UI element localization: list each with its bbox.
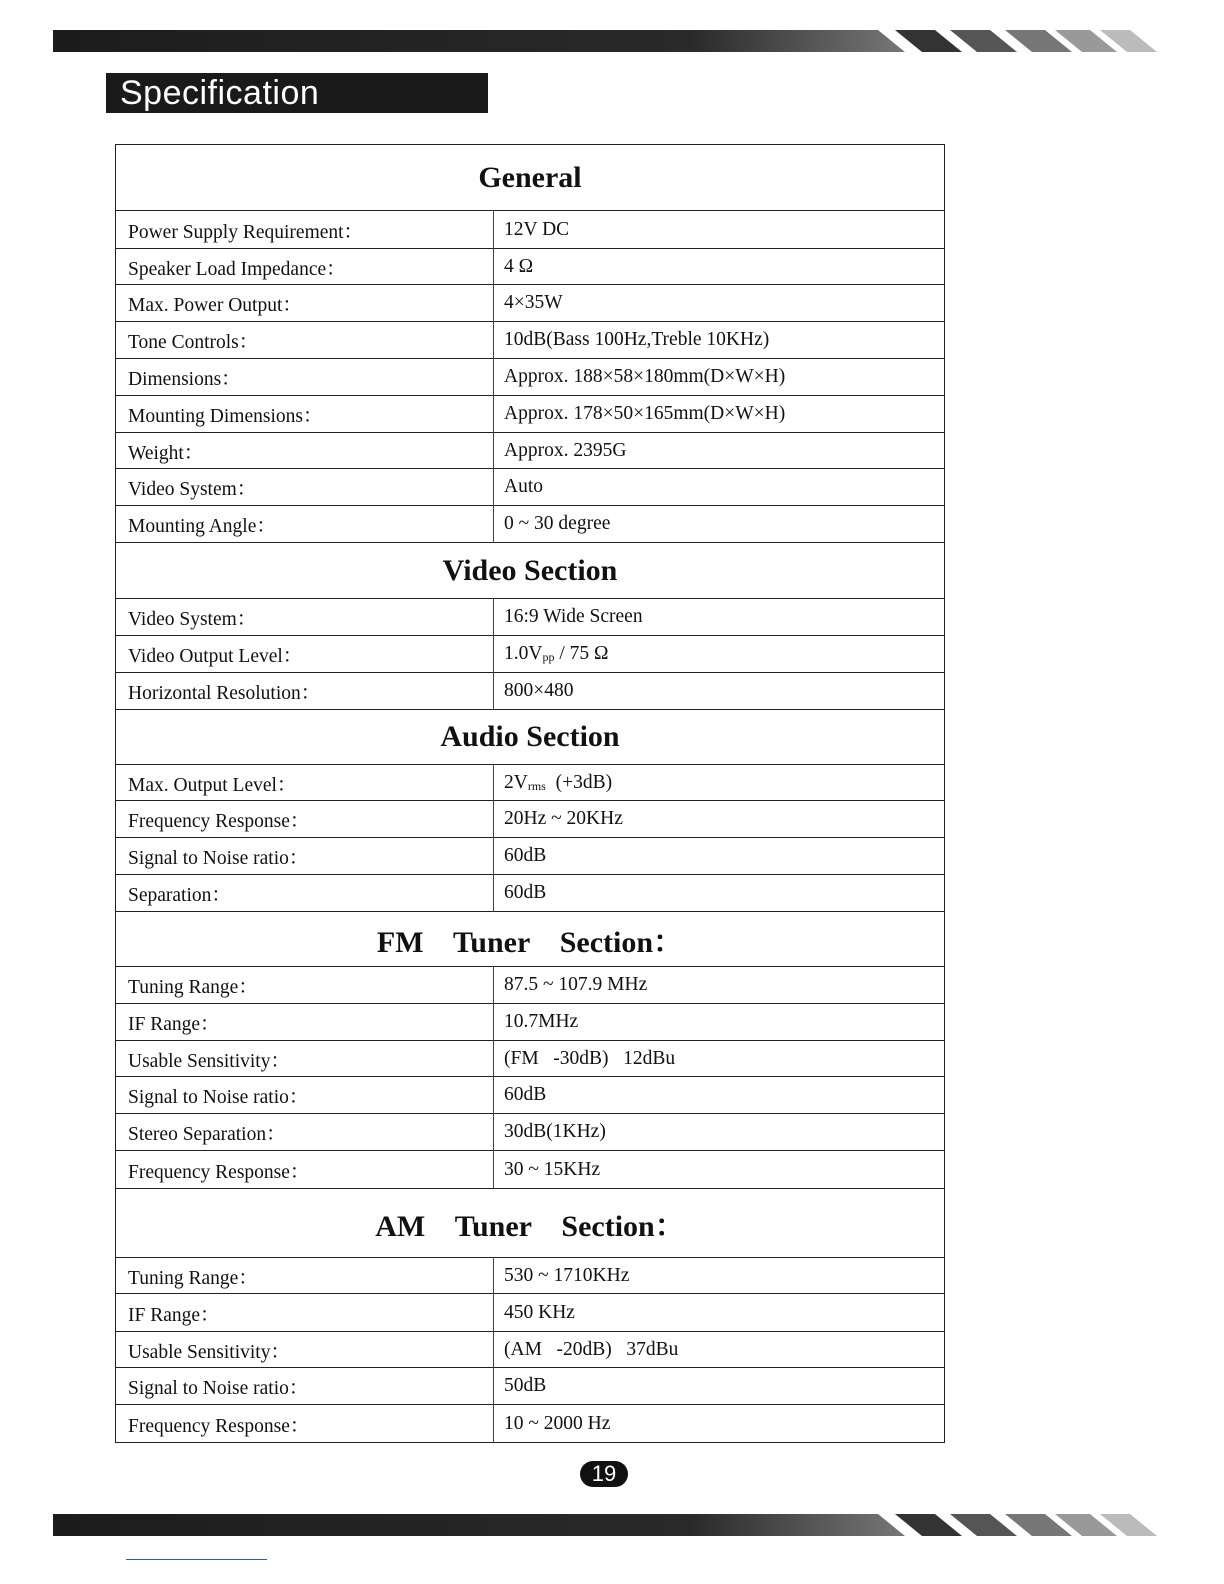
table-row <box>116 1258 945 1294</box>
spec-value <box>494 636 945 673</box>
spec-label: Frequency Response： <box>116 1405 494 1443</box>
spec-label: Dimensions： <box>116 359 494 396</box>
spec-value: 50dB <box>494 1368 945 1405</box>
section-header-audio <box>116 710 945 765</box>
value-suffix: (+3dB) <box>545 771 613 793</box>
table-row <box>116 765 945 801</box>
table-row <box>116 359 945 396</box>
spec-label: Speaker Load Impedance： <box>116 249 494 285</box>
spec-value: Approx. 178×50×165mm(D×W×H) <box>494 396 945 433</box>
spec-value: 0 ~ 30 degree <box>494 506 945 543</box>
spec-value: 12V DC <box>494 211 945 249</box>
table-row <box>116 673 945 710</box>
table-row <box>116 322 945 359</box>
spec-value: 87.5 ~ 107.9 MHz <box>494 967 945 1004</box>
section-title-bar <box>106 73 488 113</box>
spec-value: 450 KHz <box>494 1294 945 1332</box>
spec-label: Tuning Range： <box>116 967 494 1004</box>
section-header-video <box>116 543 945 599</box>
spec-value: (FM -30dB) 12dBu <box>494 1041 945 1077</box>
bottom-underline-decoration <box>126 1559 267 1560</box>
table-row <box>116 285 945 322</box>
spec-label: Signal to Noise ratio： <box>116 838 494 875</box>
table-row <box>116 838 945 875</box>
table-row <box>116 636 945 673</box>
section-title: Video Section <box>116 543 945 599</box>
table-row <box>116 1077 945 1114</box>
section-title: AM Tuner Section： <box>116 1189 945 1258</box>
spec-label: Separation： <box>116 875 494 912</box>
value-subscript: rms <box>527 778 546 793</box>
spec-value: 60dB <box>494 875 945 912</box>
table-row <box>116 396 945 433</box>
spec-label: Frequency Response： <box>116 801 494 838</box>
table-row <box>116 1294 945 1332</box>
table-row <box>116 875 945 912</box>
spec-value: 30 ~ 15KHz <box>494 1151 945 1189</box>
spec-value: 10 ~ 2000 Hz <box>494 1405 945 1443</box>
table-row <box>116 1405 945 1443</box>
section-title: Audio Section <box>116 710 945 765</box>
spec-value: Approx. 2395G <box>494 433 945 469</box>
table-row <box>116 967 945 1004</box>
spec-label: Horizontal Resolution： <box>116 673 494 710</box>
spec-label: Weight： <box>116 433 494 469</box>
table-row <box>116 1041 945 1077</box>
section-title: FM Tuner Section： <box>116 912 945 967</box>
spec-label: Stereo Separation： <box>116 1114 494 1151</box>
spec-label: Video Output Level： <box>116 636 494 673</box>
specification-table <box>115 144 945 1443</box>
spec-label: Tone Controls： <box>116 322 494 359</box>
table-row <box>116 1151 945 1189</box>
table-row <box>116 506 945 543</box>
spec-value: Approx. 188×58×180mm(D×W×H) <box>494 359 945 396</box>
spec-label: Video System： <box>116 469 494 506</box>
section-title: General <box>116 145 945 211</box>
spec-value <box>494 765 945 801</box>
spec-value: 800×480 <box>494 673 945 710</box>
table-row <box>116 1368 945 1405</box>
spec-value: 60dB <box>494 838 945 875</box>
table-row <box>116 1114 945 1151</box>
section-header-am-tuner <box>116 1189 945 1258</box>
spec-label: Signal to Noise ratio： <box>116 1077 494 1114</box>
table-row <box>116 599 945 636</box>
spec-label: Power Supply Requirement： <box>116 211 494 249</box>
value-main: 1.0V <box>504 643 543 664</box>
spec-value: (AM -20dB) 37dBu <box>494 1332 945 1368</box>
spec-value: 60dB <box>494 1077 945 1114</box>
spec-label: Usable Sensitivity： <box>116 1041 494 1077</box>
spec-value: 10.7MHz <box>494 1004 945 1041</box>
spec-label: Max. Output Level： <box>116 765 494 801</box>
spec-label: Video System： <box>116 599 494 636</box>
spec-value: Auto <box>494 469 945 506</box>
table-row <box>116 433 945 469</box>
spec-label: Usable Sensitivity： <box>116 1332 494 1368</box>
spec-label: IF Range： <box>116 1004 494 1041</box>
section-header-general <box>116 145 945 211</box>
spec-value: 30dB(1KHz) <box>494 1114 945 1151</box>
value-suffix: / 75 Ω <box>554 643 609 664</box>
spec-value: 10dB(Bass 100Hz,Treble 10KHz) <box>494 322 945 359</box>
page-number-badge <box>580 1461 628 1487</box>
spec-label: Mounting Angle： <box>116 506 494 543</box>
value-subscript: pp <box>542 650 555 664</box>
spec-label: Signal to Noise ratio： <box>116 1368 494 1405</box>
table-row <box>116 801 945 838</box>
table-row <box>116 1004 945 1041</box>
spec-value: 530 ~ 1710KHz <box>494 1258 945 1294</box>
spec-label: Frequency Response： <box>116 1151 494 1189</box>
spec-value: 4 Ω <box>494 249 945 285</box>
bottom-decorative-band <box>0 1512 1224 1538</box>
page-number: 19 <box>591 1461 617 1486</box>
table-row <box>116 1332 945 1368</box>
spec-label: Max. Power Output： <box>116 285 494 322</box>
spec-value: 20Hz ~ 20KHz <box>494 801 945 838</box>
spec-label: Tuning Range： <box>116 1258 494 1294</box>
spec-label: IF Range： <box>116 1294 494 1332</box>
page-title: Specification <box>120 74 320 112</box>
spec-value: 4×35W <box>494 285 945 322</box>
top-decorative-band <box>0 28 1224 54</box>
spec-label: Mounting Dimensions： <box>116 396 494 433</box>
spec-value: 16:9 Wide Screen <box>494 599 945 636</box>
table-row <box>116 211 945 249</box>
table-row <box>116 469 945 506</box>
section-header-fm-tuner <box>116 912 945 967</box>
table-row <box>116 249 945 285</box>
value-main: 2V <box>504 771 528 793</box>
